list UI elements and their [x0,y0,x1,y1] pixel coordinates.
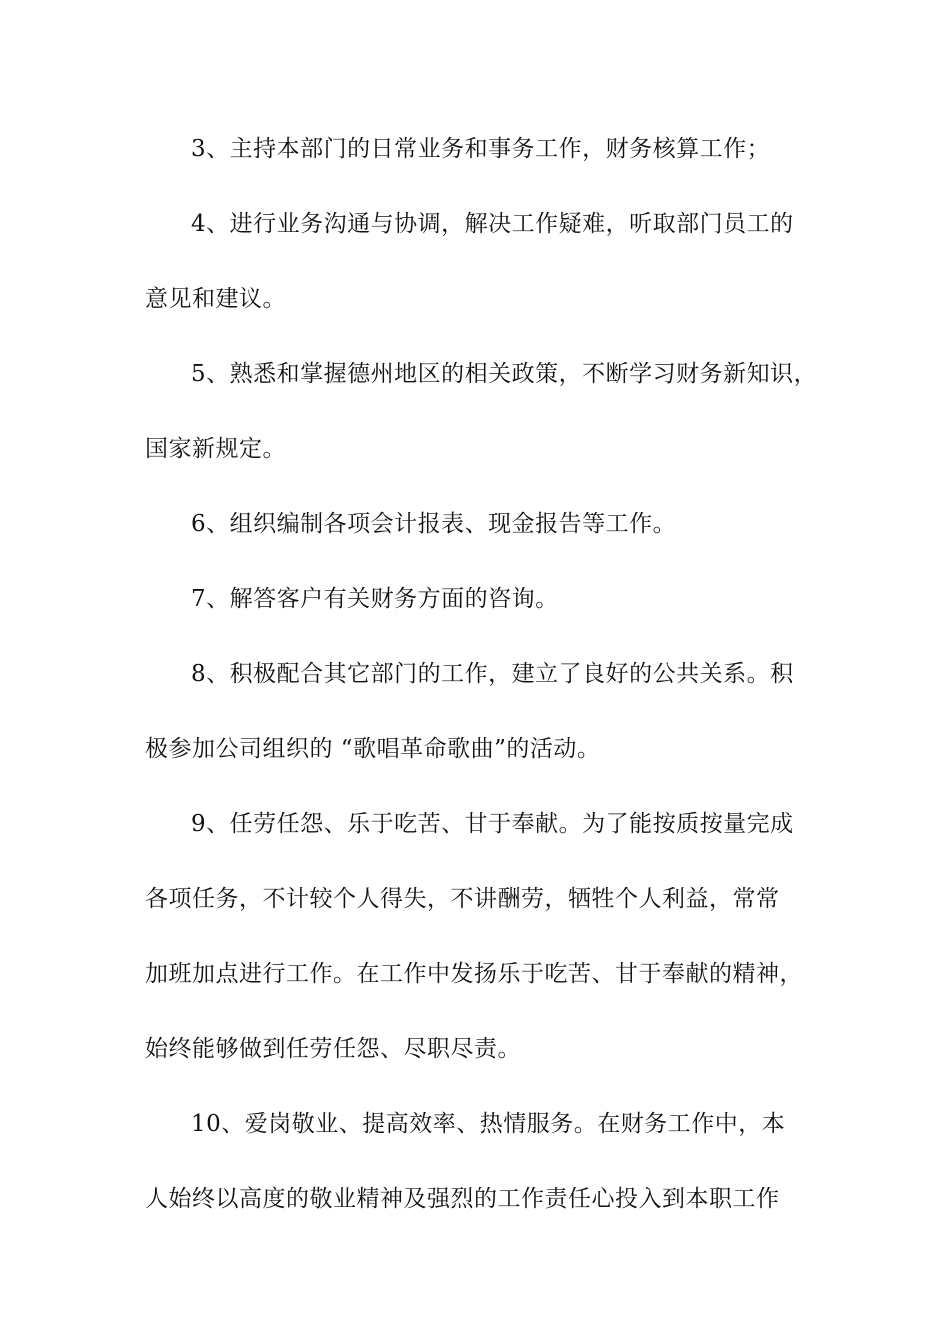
text-line: 始终能够做到任劳任怨、尽职尽责。 [145,1036,521,1062]
text-line: 各项任务，不计较个人得失，不讲酬劳，牺牲个人利益，常常 [145,886,780,912]
text-line: 意见和建议。 [145,286,286,312]
text-line: 6、组织编制各项会计报表、现金报告等工作。 [191,511,677,537]
document-body [145,131,818,1256]
text-line: 9、任劳任怨、乐于吃苦、甘于奉献。为了能按质按量完成 [191,811,794,837]
text-line: 5、熟悉和掌握德州地区的相关政策，不断学习财务新知识， [191,361,818,387]
text-line: 7、解答客户有关财务方面的咨询。 [191,586,559,612]
text-line: 3、主持本部门的日常业务和事务工作，财务核算工作； [191,136,771,162]
text-line: 人始终以高度的敬业精神及强烈的工作责任心投入到本职工作 [145,1186,780,1212]
text-line: 10、爱岗敬业、提高效率、热情服务。在财务工作中，本 [191,1111,786,1137]
text-line: 极参加公司组织的 “歌唱革命歌曲”的活动。 [145,736,601,762]
text-line: 4、进行业务沟通与协调，解决工作疑难，听取部门员工的 [191,211,794,237]
text-line: 加班加点进行工作。在工作中发扬乐于吃苦、甘于奉献的精神， [145,961,803,987]
text-line: 8、积极配合其它部门的工作，建立了良好的公共关系。积 [191,661,794,687]
text-line: 国家新规定。 [145,436,286,462]
